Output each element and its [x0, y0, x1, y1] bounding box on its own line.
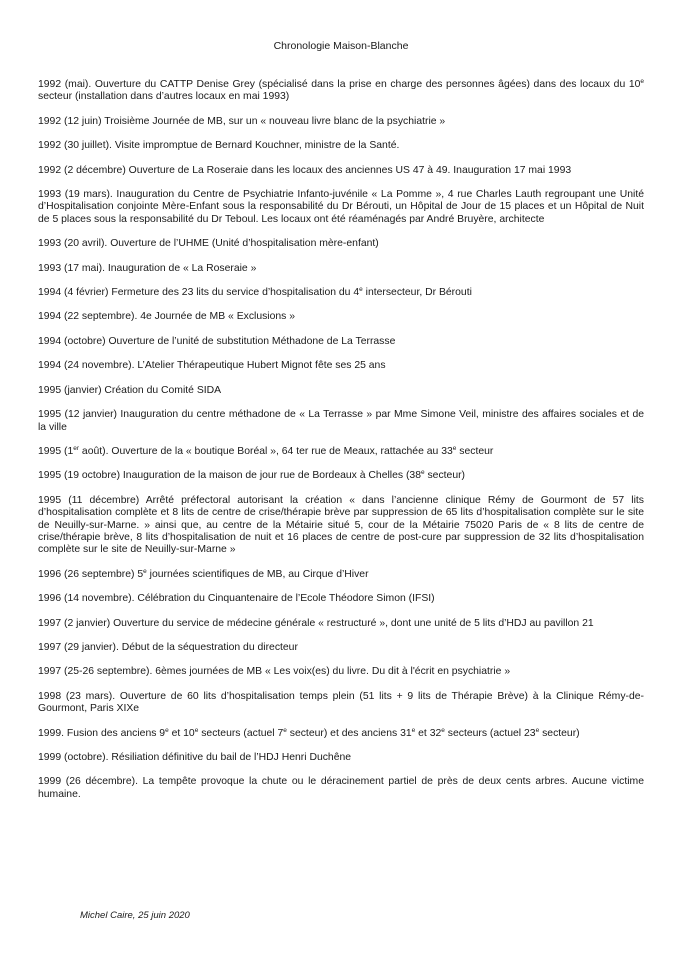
- entry-text: 1992 (mai). Ouverture du CATTP Denise Grey (spécialisé dans la prise en charge des personnes âgées) dans des locaux du 10: [38, 79, 641, 90]
- entry-text: et 10: [168, 727, 195, 739]
- entry-text: secteur) et des anciens 31: [286, 727, 412, 739]
- chronology-entry: [38, 287, 644, 299]
- chronology-entry: [38, 470, 644, 482]
- document-page: [38, 0, 644, 962]
- entry-text: 1995 (11 décembre) Arrêté préfectoral autorisant la création « dans l’ancienne clinique Rémy de Gourmont de 57 lits d’hospitalisation complète et 8 lits de centre de crise/thérapie brève par suppression de 65 lits d’hospitalisation complète sur le site de Neuilly-sur-Marne. » ainsi que, au centre de la Métairie situé 5, cour de la Métairie 75020 Paris de « 8 lits de centre de crise/thérapie brève, 8 lits d’hospitalisation de nuit et 16 places de centre de post-cure par suppression de 32 lits d’hospitalisation complète sur le site de Neuilly-sur-Marne »: [38, 494, 644, 556]
- chronology-entry: [38, 336, 644, 348]
- chronology-entry: [38, 409, 644, 434]
- entry-text: 1997 (29 janvier). Début de la séquestration du directeur: [38, 641, 298, 653]
- entry-text: secteurs (actuel 23: [444, 727, 536, 739]
- chronology-entry: [38, 593, 644, 605]
- ordinal-suffix: e: [143, 567, 147, 575]
- chronology-entry: [38, 79, 644, 104]
- entry-text: 1995 (1: [38, 445, 74, 457]
- entry-text: 1993 (20 avril). Ouverture de l’UHME (Unité d’hospitalisation mère-enfant): [38, 238, 379, 250]
- entry-text: 1995 (19 octobre) Inauguration de la maison de jour rue de Bordeaux à Chelles (38: [38, 470, 421, 482]
- chronology-entry: [38, 189, 644, 226]
- chronology-entry: [38, 618, 644, 630]
- entry-text: 1995 (janvier) Création du Comité SIDA: [38, 384, 222, 396]
- chronology-entry: [38, 728, 644, 740]
- chronology-entry: [38, 495, 644, 557]
- chronology-entry: [38, 385, 644, 397]
- ordinal-suffix: e: [535, 726, 540, 734]
- entry-text: secteur (installation dans d’autres locaux en mai 1993): [38, 91, 290, 103]
- entry-text: 1993 (19 mars). Inauguration du Centre de Psychiatrie Infanto-juvénile « La Pomme », 4 rue Charles Lauth regroupant une Unité d’Hospitalisation conjointe Mère-Enfant sous la responsabilité du Dr Bérouti, un Hôpital de Jour de 15 places et un Hôpital de Nuit de 5 places sous la responsabilité du Dr Teboul. Les locaux ont été réaménagés par André Bruyère, architecte: [38, 189, 644, 225]
- entry-text: intersecteur, Dr Bérouti: [362, 287, 472, 299]
- chronology-entry: [38, 263, 644, 275]
- entry-text: août). Ouverture de la « boutique Boréal », 64 ter rue de Meaux, rattachée au 33: [79, 445, 453, 457]
- ordinal-suffix: e: [194, 726, 199, 734]
- chronology-entry: [38, 165, 644, 177]
- entry-text: journées scientifiques de MB, au Cirque d’Hiver: [146, 568, 369, 580]
- entry-text: 1994 (24 novembre). L’Atelier Thérapeutique Hubert Mignot fête ses 25 ans: [38, 360, 386, 372]
- chronology-entry: [38, 446, 644, 458]
- entry-text: 1992 (12 juin) Troisième Journée de MB, sur un « nouveau livre blanc de la psychiatrie »: [38, 115, 446, 127]
- entry-text: 1997 (25-26 septembre). 6èmes journées de MB « Les voix(es) du livre. Du dit à l'écrit en psychiatrie »: [38, 666, 511, 678]
- chronology-entry: [38, 116, 644, 128]
- entry-text: 1992 (30 juillet). Visite impromptue de Bernard Kouchner, ministre de la Santé.: [38, 140, 400, 152]
- ordinal-suffix: e: [411, 726, 416, 734]
- entry-text: 1996 (14 novembre). Célébration du Cinquantenaire de l’Ecole Théodore Simon (IFSI): [38, 593, 435, 605]
- chronology-entry: [38, 569, 644, 581]
- entry-text: 1994 (4 février) Fermeture des 23 lits du service d’hospitalisation du 4: [38, 287, 360, 299]
- ordinal-suffix: e: [420, 469, 425, 477]
- document-footer: Michel Caire, 25 juin 2020: [80, 910, 190, 921]
- entry-text: 1999 (octobre). Résiliation définitive du bail de l’HDJ Henri Duchêne: [38, 752, 352, 763]
- chronology-entry: [38, 360, 644, 372]
- entry-text: 1994 (octobre) Ouverture de l’unité de substitution Méthadone de La Terrasse: [38, 335, 396, 347]
- entry-text: 1999. Fusion des anciens 9: [38, 727, 166, 739]
- ordinal-suffix: e: [452, 444, 457, 452]
- entry-text: 1995 (12 janvier) Inauguration du centre méthadone de « La Terrasse » par Mme Simone Veil, ministre des affaires sociales et de la ville: [38, 409, 644, 433]
- chronology-entry: [38, 666, 644, 678]
- ordinal-suffix: e: [359, 286, 363, 294]
- ordinal-suffix: e: [640, 78, 644, 85]
- entry-text: 1997 (2 janvier) Ouverture du service de médecine générale « restructuré », dont une unité de 5 lits d’HDJ au pavillon 21: [38, 617, 594, 629]
- ordinal-suffix: er: [73, 444, 80, 452]
- chronology-list: [38, 79, 644, 813]
- document-title: Chronologie Maison-Blanche: [273, 40, 409, 52]
- entry-text: secteur): [424, 470, 466, 482]
- entry-text: 1998 (23 mars). Ouverture de 60 lits d’hospitalisation temps plein (51 lits + 9 lits de Thérapie Brève) à la Clinique Rémy-de-Gourmont, Paris XIXe: [38, 690, 644, 715]
- chronology-entry: [38, 238, 644, 250]
- entry-text: secteur: [456, 445, 494, 457]
- entry-text: 1996 (26 septembre) 5: [38, 568, 144, 580]
- chronology-entry: [38, 776, 644, 801]
- entry-text: 1993 (17 mai). Inauguration de « La Roseraie »: [38, 262, 257, 274]
- entry-text: et 32: [415, 727, 442, 739]
- chronology-entry: [38, 752, 644, 764]
- entry-text: 1994 (22 septembre). 4e Journée de MB « Exclusions »: [38, 311, 296, 323]
- chronology-entry: [38, 691, 644, 716]
- chronology-entry: [38, 311, 644, 323]
- entry-text: secteur): [539, 727, 580, 739]
- entry-text: 1999 (26 décembre). La tempête provoque la chute ou le déracinement partiel de près de deux cents arbres. Aucune victime humaine.: [38, 776, 644, 800]
- ordinal-suffix: e: [165, 726, 169, 734]
- entry-text: secteurs (actuel 7: [198, 727, 284, 739]
- entry-text: 1992 (2 décembre) Ouverture de La Roseraie dans les locaux des anciennes US 47 à 49. Inauguration 17 mai 1993: [38, 164, 572, 176]
- chronology-entry: [38, 642, 644, 654]
- chronology-entry: [38, 140, 644, 152]
- ordinal-suffix: e: [441, 726, 445, 734]
- ordinal-suffix: e: [283, 726, 287, 734]
